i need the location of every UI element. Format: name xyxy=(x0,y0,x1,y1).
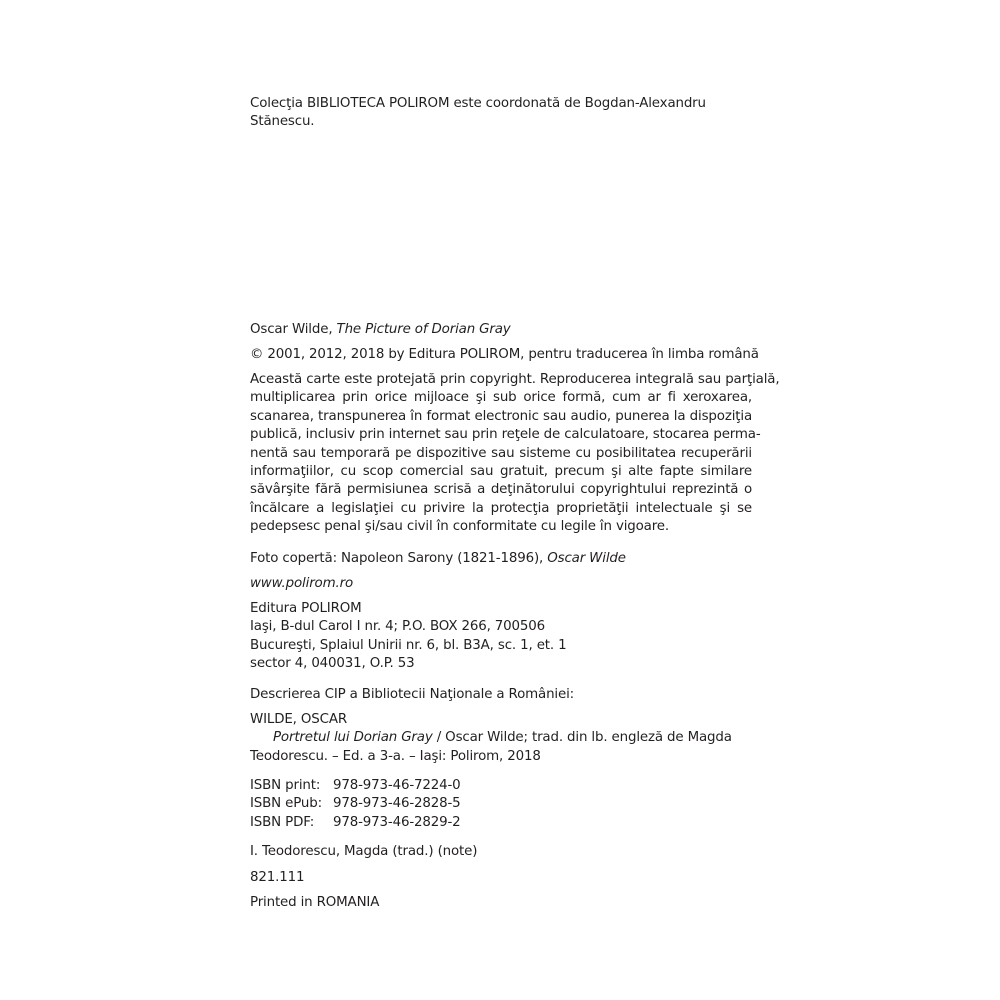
publisher-address-iasi: Iaşi, B-dul Carol I nr. 4; P.O. BOX 266, 700506 xyxy=(250,619,546,635)
isbn-row-pdf xyxy=(250,814,752,832)
legal-notice-line: săvârşite fără permisiunea scrisă a deţinătorului copyrightului reprezintă o xyxy=(250,482,752,498)
cover-credit-prefix: Foto copertă: Napoleon Sarony (1821-1896), xyxy=(250,551,548,566)
isbn-row-print xyxy=(250,777,752,795)
original-title-line xyxy=(250,321,752,339)
original-title: The Picture of Dorian Gray xyxy=(336,322,511,337)
translator-line: I. Teodorescu, Magda (trad.) (note) xyxy=(250,844,478,859)
legal-notice-line: pedepsesc penal şi/sau civil în conformitate cu legile în vigoare. xyxy=(250,519,669,535)
copyright-line: © 2001, 2012, 2018 by Editura POLIROM, pentru traducerea în limba română xyxy=(250,347,759,362)
isbn-label: ISBN PDF: xyxy=(250,814,315,830)
legal-notice-line: încălcare a legislaţiei cu privire la protecţia proprietăţii intelectuale şi se xyxy=(250,500,752,516)
legal-notice-line: multiplicarea prin orice mijloace şi sub orice formă, cum ar fi xeroxarea, xyxy=(250,390,752,406)
publisher-name: Editura POLIROM xyxy=(250,601,362,616)
legal-notice-line: publică, inclusiv prin internet sau prin reţele de calculatoare, stocarea perma- xyxy=(250,427,761,443)
publisher-address-sector: sector 4, 040031, O.P. 53 xyxy=(250,656,415,672)
isbn-list xyxy=(250,777,752,832)
legal-notice-line: Această carte este protejată prin copyright. Reproducerea integrală sau parţială, xyxy=(250,372,780,387)
legal-notice-line: nentă sau temporară pe dispozitive sau sisteme cu posibilitatea recuperării xyxy=(250,445,752,461)
original-author: Oscar Wilde, xyxy=(250,322,337,337)
cover-credit-work: Oscar Wilde xyxy=(547,551,626,566)
collection-note-line-1: Colecţia BIBLIOTECA POLIROM este coordonată de Bogdan-Alexandru xyxy=(250,96,706,111)
legal-notice-line: scanarea, transpunerea în format electronic sau audio, punerea la dispoziţia xyxy=(250,408,752,424)
isbn-value: 978-973-46-7224-0 xyxy=(333,778,461,793)
udc-classification: 821.111 xyxy=(250,870,305,885)
publisher-address xyxy=(250,600,752,674)
cover-credit xyxy=(250,550,752,568)
cip-heading: Descrierea CIP a Bibliotecii Naţionale a României: xyxy=(250,687,575,702)
isbn-value: 978-973-46-2829-2 xyxy=(333,814,461,830)
isbn-row-epub xyxy=(250,795,752,813)
publisher-website[interactable]: www.polirom.ro xyxy=(250,576,353,591)
publisher-address-bucuresti: Bucureşti, Splaiul Unirii nr. 6, bl. B3A, sc. 1, et. 1 xyxy=(250,637,567,653)
isbn-label: ISBN print: xyxy=(250,778,321,793)
cip-entry-responsibility: / Oscar Wilde; trad. din lb. engleză de Magda xyxy=(432,730,732,746)
cip-entry-continuation: Teodorescu. – Ed. a 3-a. – Iaşi: Polirom, 2018 xyxy=(250,748,541,764)
cip-entry xyxy=(250,711,752,766)
legal-notice xyxy=(250,371,780,537)
cip-entry-heading: WILDE, OSCAR xyxy=(250,712,347,727)
cip-entry-title: Portretul lui Dorian Gray xyxy=(273,730,433,746)
isbn-value: 978-973-46-2828-5 xyxy=(333,796,461,812)
isbn-label: ISBN ePub: xyxy=(250,796,322,812)
cip-entry-title-line xyxy=(250,729,752,747)
printed-in: Printed in ROMANIA xyxy=(250,895,380,910)
collection-note xyxy=(250,95,752,132)
collection-note-line-2: Stănescu. xyxy=(250,114,315,130)
legal-notice-line: informaţiilor, cu scop comercial sau gratuit, precum şi alte fapte similare xyxy=(250,464,752,480)
